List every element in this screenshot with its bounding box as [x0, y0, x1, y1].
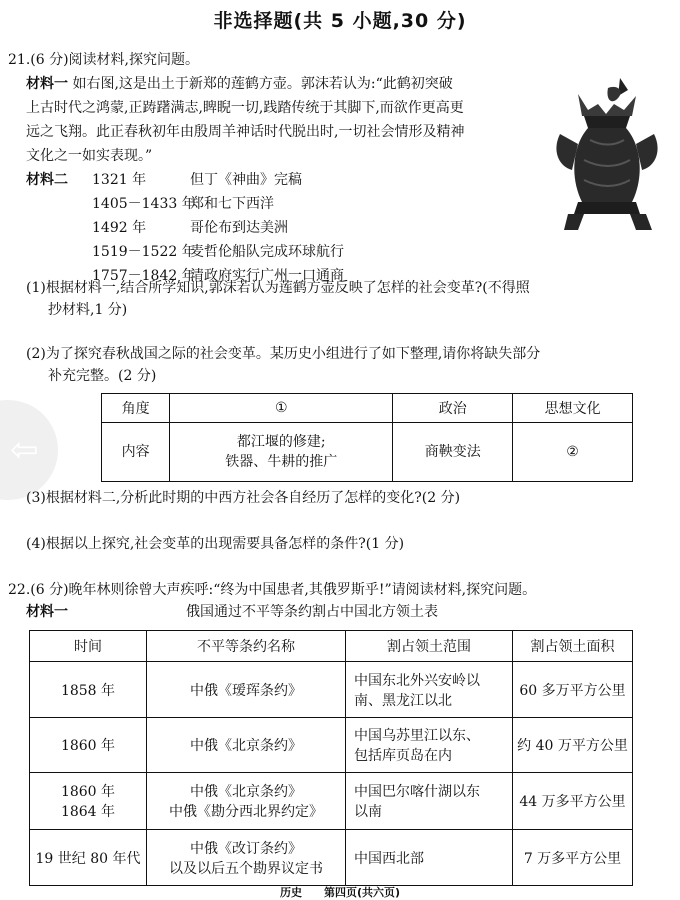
table-header-cell: ①	[170, 394, 393, 423]
table-header-cell: 不平等条约名称	[147, 631, 346, 662]
q21-sub1-line-1: 抄材料,1 分)	[48, 302, 128, 318]
reform-table	[101, 393, 633, 482]
table-cell-politics: 商鞅变法	[393, 423, 513, 482]
event-item: 1519－1522 年麦哲伦船队完成环球航行	[92, 244, 344, 260]
q21-sub2-line-0: (2)为了探究春秋战国之际的社会变革。某历史小组进行了如下整理,请你将缺失部分	[26, 346, 541, 362]
back-nav-button[interactable]	[0, 400, 58, 500]
table-row: 1860 年 中俄《北京条约》 中国乌苏里江以东、 包括库页岛在内 约 40 万平方公里	[30, 718, 633, 773]
lotus-crane-pot-image	[548, 74, 666, 234]
table-row: 19 世纪 80 年代 中俄《改订条约》 以及以后五个勘界议定书 中国西北部 7 万多平方公里	[30, 830, 633, 886]
table-row: 1858 年 中俄《瑷珲条约》 中国东北外兴安岭以 南、黑龙江以北 60 多万平方公里	[30, 662, 633, 718]
table-header-cell: 政治	[393, 394, 513, 423]
territory-table	[29, 630, 633, 886]
table-header-cell: 思想文化	[513, 394, 633, 423]
q21-sub1-line-0: (1)根据材料一,结合所学知识,郭沫若认为莲鹤方壶反映了怎样的社会变革?(不得照	[26, 280, 530, 296]
table-header-cell: 时间	[30, 631, 147, 662]
table-cell-blank: ②	[513, 423, 633, 482]
event-item: 1492 年 哥伦布到达美洲	[92, 220, 288, 236]
table-header-cell: 割占领土范围	[346, 631, 513, 662]
event-item: 1757－1842 年清政府实行广州一口通商	[92, 268, 344, 284]
q21-m1-line-0: 如右图,这是出土于新郑的莲鹤方壶。郭沫若认为:“此鹤初突破	[68, 76, 453, 92]
q21-sub4: (4)根据以上探究,社会变革的出现需要具备怎样的条件?(1 分)	[26, 536, 405, 552]
table-cell-economy: 都江堰的修建; 铁器、牛耕的推广	[170, 423, 393, 482]
q21-sub2-line-1: 补充完整。(2 分)	[48, 368, 157, 384]
section-title: 非选择题(共 5 小题,30 分)	[213, 10, 467, 32]
q21-m1-line-2: 远之飞翔。此正春秋初年由殷周羊神话时代脱出时,一切社会情形及精神	[26, 124, 465, 140]
q21-sub3: (3)根据材料二,分析此时期的中西方社会各自经历了怎样的变化?(2 分)	[26, 490, 461, 506]
page-footer: 历史 第四页(共六页)	[279, 886, 401, 899]
q21-m2-label: 材料二	[26, 172, 68, 188]
table-header-cell: 割占领土面积	[513, 631, 633, 662]
q21-m1-line-1: 上古时代之鸿蒙,正踌躇满志,睥睨一切,践踏传统于其脚下,而欲作更高更	[26, 100, 464, 116]
event-item: 1405－1433 年郑和七下西洋	[92, 196, 274, 212]
table-row: 1860 年 1864 年 中俄《北京条约》 中俄《勘分西北界约定》 中国巴尔喀什湖以东 以南 44 万多平方公里	[30, 773, 633, 830]
q21-stem: 21.(6 分)阅读材料,探究问题。	[8, 52, 199, 68]
table-header-cell: 角度	[102, 394, 170, 423]
q22-m1-label: 材料一	[26, 604, 68, 620]
q21-m1-label: 材料一	[26, 76, 68, 92]
q21-material1	[26, 74, 453, 94]
q22-table-caption: 俄国通过不平等条约割占中国北方领土表	[186, 604, 438, 620]
q21-m1-line-3: 文化之一如实表现。”	[26, 148, 153, 164]
table-row-label: 内容	[102, 423, 170, 482]
arrow-left-icon: ⇦	[10, 430, 39, 470]
event-item: 1321 年 但丁《神曲》完稿	[92, 172, 302, 188]
q22-stem: 22.(6 分)晚年林则徐曾大声疾呼:“终为中国患者,其俄罗斯乎!”请阅读材料,探究问题。	[8, 582, 537, 598]
